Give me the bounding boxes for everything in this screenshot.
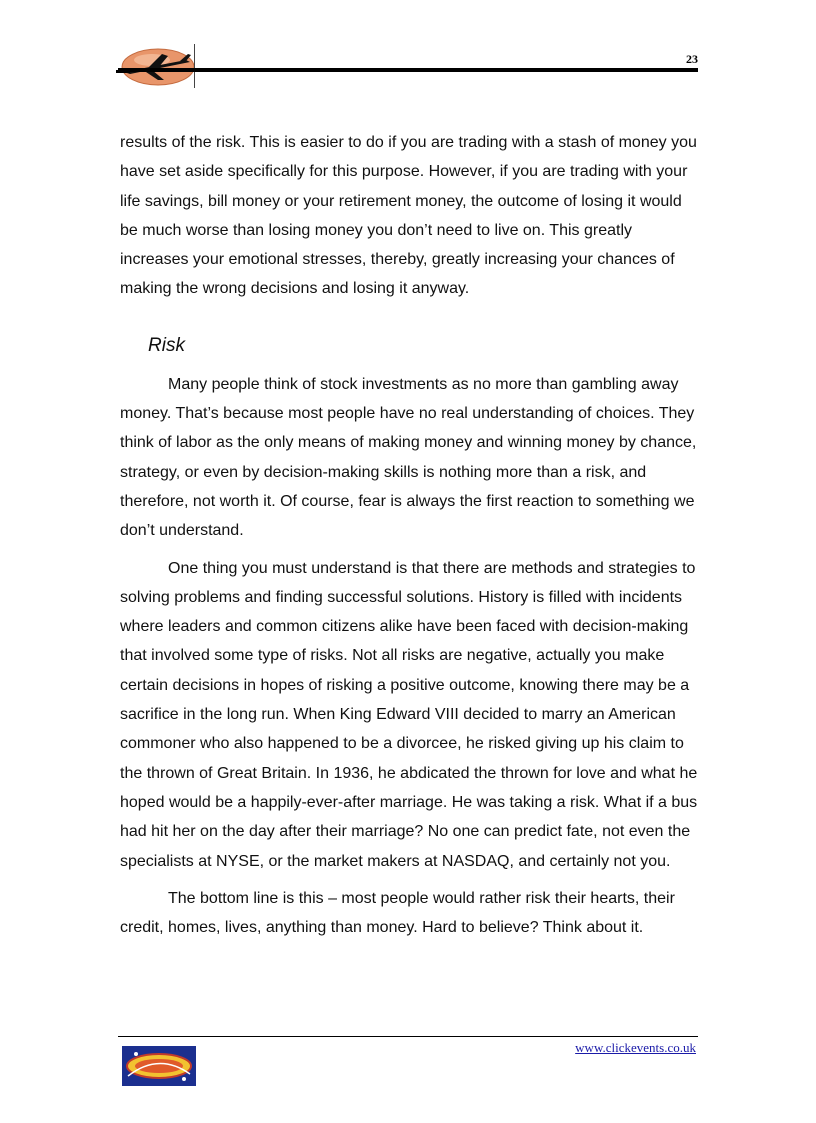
body-text xyxy=(120,128,700,942)
paragraph: The bottom line is this – most people would rather risk their hearts, their credit, homes, lives, anything than money. Hard to believe? Think about it. xyxy=(120,889,675,937)
paragraph: One thing you must understand is that there are methods and strategies to solving problems and finding successful solutions. History is filled with incidents where leaders and common citizens alike have been faced with decision-making that involved some type of risks. Not all risks are negative, actually you make certain decisions in hopes of risking a positive outcome, knowing there may be a sacrifice in the long run. When King Edward VIII decided to marry an American commoner who also happened to be a divorcee, he risked giving up his claim to the thrown of Great Britain. In 1936, he abdicated the thrown for love and what he hoped would be a happily-ever-after marriage. He was taking a risk. What if a bus had hit her on the day after their marriage? No one can predict fate, not even the specialists at NYSE, or the market makers at NASDAQ, and certainly not you. xyxy=(120,559,698,870)
footer-rule xyxy=(118,1036,698,1037)
airplane-logo-icon xyxy=(116,46,198,88)
paragraph: Many people think of stock investments as no more than gambling away money. That’s because most people have no real understanding of choices. They think of labor as the only means of making money and winning money by chance, strategy, or even by decision-making skills is nothing more than a risk, and therefore, not worth it. Of course, fear is always the first reaction to something we don’t understand. xyxy=(120,375,697,540)
page-number: 23 xyxy=(686,52,698,66)
website-link[interactable]: www.clickevents.co.uk xyxy=(575,1040,696,1055)
header-rule xyxy=(118,68,698,72)
paragraph: results of the risk. This is easier to do if you are trading with a stash of money you have set aside specifically for this purpose. However, if you are trading with your life savings, bill money or your retirement money, the outcome of losing it would be much worse than losing money you don’t need to live on. This greatly increases your emotional stresses, thereby, greatly increasing your chances of making the wrong decisions and losing it anyway. xyxy=(120,134,697,298)
section-heading: Risk xyxy=(148,334,185,356)
header-divider xyxy=(194,44,195,88)
clickevents-logo-icon xyxy=(122,1046,196,1086)
